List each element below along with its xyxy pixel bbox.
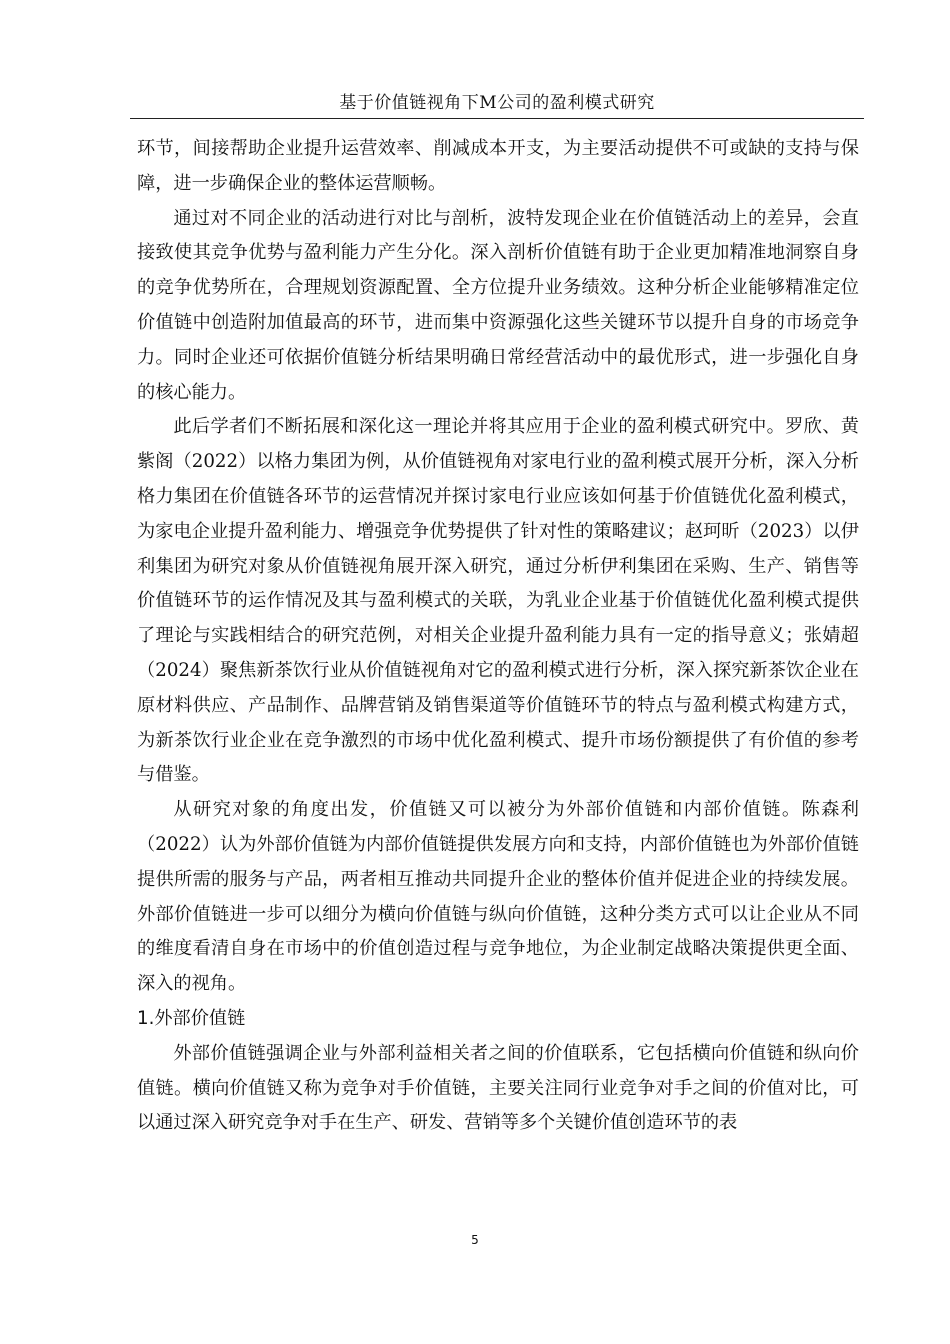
running-header-title: 基于价值链视角下M公司的盈利模式研究 [339,93,655,113]
page-number: 5 [471,1233,479,1247]
paragraph-literature-review: 此后学者们不断拓展和深化这一理论并将其应用于企业的盈利模式研究中。罗欣、黄紫阁（2022）以格力集团为例，从价值链视角对家电行业的盈利模式展开分析，深入分析格力集团在价值链各环节的运营情况并探讨家电行业应该如何基于价值链优化盈利模式，为家电企业提升盈利能力、增强竞争优势提供了针对性的策略建议；赵珂昕（2023）以伊利集团为研究对象从价值链视角展开深入研究，通过分析伊利集团在采购、生产、销售等价值链环节的运作情况及其与盈利模式的关联，为乳业企业基于价值链优化盈利模式提供了理论与实践相结合的研究范例，对相关企业提升盈利能力具有一定的指导意义；张婧超（2024）聚焦新茶饮行业从价值链视角对它的盈利模式进行分析，深入探究新茶饮企业在原材料供应、产品制作、品牌营销及销售渠道等价值链环节的特点与盈利模式构建方式，为新茶饮行业企业在竞争激烈的市场中优化盈利模式、提升市场份额提供了有价值的参考与借鉴。 [137,416,859,786]
page-body [137,132,859,1141]
paragraph-external-value-chain: 外部价值链强调企业与外部利益相关者之间的价值联系，它包括横向价值链和纵向价值链。横向价值链又称为竞争对手价值链，主要关注同行业竞争对手之间的价值对比，可以通过深入研究竞争对手在生产、研发、营销等多个关键价值创造环节的表 [137,1042,859,1134]
section-heading-external-value-chain: 1.外部价值链 [137,1007,246,1029]
paragraph-continued: 环节，间接帮助企业提升运营效率、削减成本开支，为主要活动提供不可或缺的支持与保障，进一步确保企业的整体运营顺畅。 [137,138,859,194]
running-header [130,90,864,119]
paragraph-porter-analysis: 通过对不同企业的活动进行对比与剖析，波特发现企业在价值链活动上的差异，会直接致使其竞争优势与盈利能力产生分化。深入剖析价值链有助于企业更加精准地洞察自身的竞争优势所在，合理规划资源配置、全方位提升业务绩效。这种分析企业能够精准定位价值链中创造附加值最高的环节，进而集中资源强化这些关键环节以提升自身的市场竞争力。同时企业还可依据价值链分析结果明确日常经营活动中的最优形式，进一步强化自身的核心能力。 [137,207,859,403]
paragraph-value-chain-classification: 从研究对象的角度出发，价值链又可以被分为外部价值链和内部价值链。陈森利（2022）认为外部价值链为内部价值链提供发展方向和支持，内部价值链也为外部价值链提供所需的服务与产品，两者相互推动共同提升企业的整体价值并促进企业的持续发展。外部价值链进一步可以细分为横向价值链与纵向价值链，这种分类方式可以让企业从不同的维度看清自身在市场中的价值创造过程与竞争地位，为企业制定战略决策提供更全面、深入的视角。 [137,799,859,995]
